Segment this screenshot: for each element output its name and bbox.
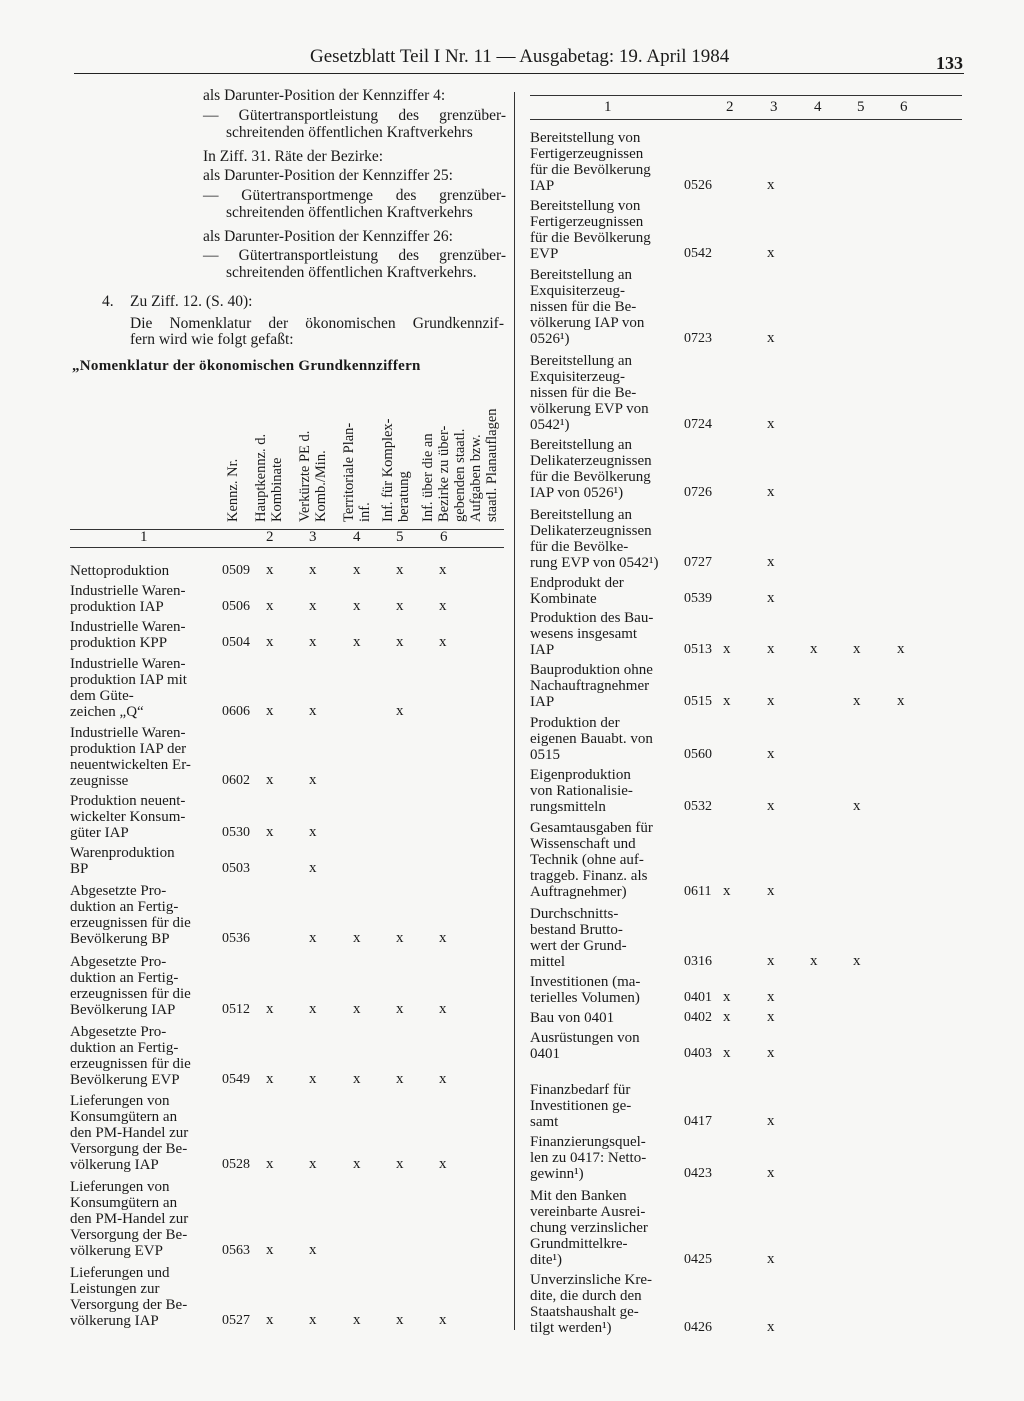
intro-line: als Darunter-Position der Kennziffer 4: [203,87,446,104]
row-mark: x [767,1165,775,1181]
row-mark: x [767,693,775,709]
row-mark: x [723,693,731,709]
row-code: 0401 [684,990,712,1005]
row-code: 0542 [684,246,712,261]
col-header-bez-b: Bezirke zu über- [436,425,452,522]
row-code: 0726 [684,485,712,500]
row-label: Lieferungen und Leistungen zur Versorgung der Be- völkerung IAP [70,1265,188,1329]
row-label: Abgesetzte Pro- duktion an Fertig- erzeugnissen für die Bevölkerung IAP [70,954,191,1018]
row-mark: x [439,1001,447,1017]
row-label: Lieferungen von Konsumgütern an den PM-Handel zur Versorgung der Be- völkerung IAP [70,1093,189,1173]
col-header-bez-c: gebenden staatl. [452,428,468,522]
row-label: Bau von 0401 [530,1010,615,1026]
row-mark: x [767,554,775,570]
row-code: 0528 [222,1157,250,1172]
row-code: 0527 [222,1313,250,1328]
col-header-bez-a: Inf. über die an [420,433,436,522]
row-code: 0563 [222,1243,250,1258]
row-mark: x [767,1251,775,1267]
row-mark: x [723,1045,731,1061]
row-mark: x [309,1242,317,1258]
row-code: 0426 [684,1320,712,1335]
row-label: Industrielle Waren- produktion IAP mit dem Güte- zeichen „Q“ [70,656,187,720]
row-mark: x [309,1071,317,1087]
row-mark: x [266,1071,274,1087]
row-mark: x [309,772,317,788]
row-mark: x [767,330,775,346]
running-header: Gesetzblatt Teil I Nr. 11 — Ausgabetag: 19. April 1984 [310,46,730,67]
row-mark: x [767,1009,775,1025]
col-number: 3 [309,529,317,545]
row-mark: x [439,634,447,650]
col-number: 2 [266,529,274,545]
intro-line: In Ziff. 31. Räte der Bezirke: [203,148,384,165]
row-code: 0606 [222,704,250,719]
row-mark: x [309,824,317,840]
intro-line: als Darunter-Position der Kennziffer 25: [203,167,453,184]
row-mark: x [439,598,447,614]
row-mark: x [723,1009,731,1025]
row-label: Bereitstellung von Fertigerzeugnissen für die Bevölkerung EVP [530,198,651,262]
intro-line: schreitenden öffentlichen Kraftverkehrs [226,124,473,141]
intro-line: — Gütertransportmenge des grenzüber- [203,187,506,204]
row-label: Eigenproduktion von Rationalisie- rungsmitteln [530,767,633,815]
row-mark: x [353,930,361,946]
row-mark: x [266,1156,274,1172]
row-mark: x [266,824,274,840]
row-code: 0512 [222,1002,250,1017]
row-mark: x [266,772,274,788]
row-mark: x [309,930,317,946]
col-number: 6 [900,99,908,115]
row-code: 0402 [684,1010,712,1025]
row-mark: x [266,703,274,719]
row-code: 0513 [684,642,712,657]
row-mark: x [853,693,861,709]
row-mark: x [723,989,731,1005]
row-mark: x [767,883,775,899]
row-mark: x [767,1045,775,1061]
row-label: Industrielle Waren- produktion IAP [70,583,186,615]
row-mark: x [767,484,775,500]
col-number: 2 [726,99,734,115]
row-code: 0602 [222,773,250,788]
col-header-terr-a: Territoriale Plan- [341,422,357,522]
row-code: 0724 [684,417,712,432]
table-rule [530,95,962,96]
row-mark: x [396,1312,404,1328]
row-mark: x [767,590,775,606]
row-label: Bereitstellung an Delikaterzeugnissen für die Bevölke- rung EVP von 0542¹) [530,507,659,571]
row-mark: x [396,703,404,719]
col-header-verk-b: Komb./Min. [313,450,329,522]
row-code: 0539 [684,591,712,606]
table-title: „Nomenklatur der ökonomischen Grundkennziffern [72,358,421,374]
row-mark: x [897,641,905,657]
item-heading: Zu Ziff. 12. (S. 40): [130,293,253,310]
row-label: Mit den Banken vereinbarte Ausrei- chung verzinslicher Grundmittelkre- dite¹) [530,1188,648,1268]
row-mark: x [353,1312,361,1328]
row-label: Bereitstellung an Exquisiterzeug- nissen für die Be- völkerung EVP von 0542¹) [530,353,649,433]
row-label: Lieferungen von Konsumgütern an den PM-Handel zur Versorgung der Be- völkerung EVP [70,1179,189,1259]
row-label: Investitionen (ma- terielles Volumen) [530,974,641,1006]
row-code: 0526 [684,178,712,193]
row-mark: x [897,693,905,709]
row-code: 0316 [684,954,712,969]
table-rule [530,119,962,120]
row-code: 0723 [684,331,712,346]
row-mark: x [396,598,404,614]
row-label: Industrielle Waren- produktion IAP der neuentwickelten Er- zeugnisse [70,725,191,789]
row-mark: x [266,562,274,578]
row-code: 0727 [684,555,712,570]
row-mark: x [266,1242,274,1258]
row-mark: x [353,598,361,614]
row-mark: x [767,177,775,193]
row-code: 0536 [222,931,250,946]
row-code: 0549 [222,1072,250,1087]
row-code: 0515 [684,694,712,709]
row-mark: x [723,641,731,657]
row-mark: x [353,1071,361,1087]
row-code: 0425 [684,1252,712,1267]
row-mark: x [767,416,775,432]
row-mark: x [810,953,818,969]
col-header-haupt-a: Hauptkennz. d. [253,433,269,522]
row-mark: x [439,930,447,946]
row-mark: x [353,1001,361,1017]
row-mark: x [439,1156,447,1172]
row-mark: x [767,953,775,969]
table-rule [70,529,504,530]
page-number: 133 [936,53,963,73]
col-header-inf-a: Inf. für Komplex- [380,418,396,522]
row-mark: x [853,953,861,969]
row-code: 0530 [222,825,250,840]
row-mark: x [396,1071,404,1087]
row-label: Endprodukt der Kombinate [530,575,624,607]
intro-line: Die Nomenklatur der ökonomischen Grundkennzif- [130,315,504,332]
row-mark: x [767,798,775,814]
row-label: Unverzinsliche Kre- dite, die durch den Staatshaushalt ge- tilgt werden¹) [530,1272,653,1336]
row-label: Ausrüstungen von 0401 [530,1030,640,1062]
row-mark: x [353,1156,361,1172]
row-mark: x [309,1312,317,1328]
row-mark: x [353,562,361,578]
col-header-inf-b: beratung [396,471,412,522]
intro-line: schreitenden öffentlichen Kraftverkehrs. [226,264,477,281]
row-code: 0506 [222,599,250,614]
row-label: Finanzbedarf für Investitionen ge- samt [530,1082,632,1130]
col-number: 4 [814,99,822,115]
col-header-kennz: Kennz. Nr. [225,458,241,522]
intro-line: — Gütertransportleistung des grenzüber- [203,247,506,264]
row-label: Bereitstellung an Delikaterzeugnissen für die Bevölkerung IAP von 0526¹) [530,437,652,501]
row-mark: x [439,1071,447,1087]
row-label: Nettoproduktion [70,563,170,579]
row-code: 0503 [222,861,250,876]
col-number: 5 [396,529,404,545]
row-code: 0417 [684,1114,712,1129]
col-header-bez-e: staatl. Planauflagen [484,408,500,522]
row-mark: x [309,598,317,614]
row-mark: x [767,989,775,1005]
row-mark: x [767,1113,775,1129]
row-code: 0403 [684,1046,712,1061]
row-mark: x [353,634,361,650]
col-number: 6 [440,529,448,545]
col-number: 4 [353,529,361,545]
col-header-verk-a: Verkürzte PE d. [297,430,313,522]
header-rule [74,73,964,74]
col-header-bez-d: Aufgaben bzw. [468,434,484,522]
row-mark: x [266,634,274,650]
row-mark: x [767,746,775,762]
row-label: Finanzierungsquel- len zu 0417: Netto- gewinn¹) [530,1134,647,1182]
row-mark: x [309,1156,317,1172]
row-mark: x [767,641,775,657]
row-mark: x [767,245,775,261]
row-mark: x [396,562,404,578]
row-code: 0504 [222,635,250,650]
row-code: 0509 [222,563,250,578]
row-label: Abgesetzte Pro- duktion an Fertig- erzeugnissen für die Bevölkerung EVP [70,1024,191,1088]
row-label: Bereitstellung an Exquisiterzeug- nissen für die Be- völkerung IAP von 0526¹) [530,267,645,347]
intro-line: — Gütertransportleistung des grenzüber- [203,107,506,124]
col-number: 5 [857,99,865,115]
col-number: 3 [770,99,778,115]
row-label: Produktion des Bau- wesens insgesamt IAP [530,610,654,658]
row-mark: x [767,1319,775,1335]
col-number: 1 [140,529,148,545]
row-mark: x [309,562,317,578]
row-mark: x [309,1001,317,1017]
row-mark: x [266,598,274,614]
intro-line: fern wird wie folgt gefaßt: [130,331,294,348]
column-divider [514,92,515,1330]
row-mark: x [266,1001,274,1017]
row-label: Gesamtausgaben für Wissenschaft und Technik (ohne auf- traggeb. Finanz. als Auftragnehmer) [530,820,653,900]
col-number: 1 [604,99,612,115]
row-label: Bereitstellung von Fertigerzeugnissen für die Bevölkerung IAP [530,130,651,194]
row-label: Abgesetzte Pro- duktion an Fertig- erzeugnissen für die Bevölkerung BP [70,883,191,947]
row-mark: x [439,562,447,578]
row-mark: x [309,634,317,650]
row-mark: x [309,703,317,719]
col-header-terr-b: inf. [357,502,373,522]
row-code: 0423 [684,1166,712,1181]
row-label: Industrielle Waren- produktion KPP [70,619,186,651]
col-header-haupt-b: Kombinate [269,457,285,522]
row-mark: x [396,1156,404,1172]
row-mark: x [266,1312,274,1328]
row-mark: x [309,860,317,876]
intro-line: schreitenden öffentlichen Kraftverkehrs [226,204,473,221]
row-label: Produktion neuent- wickelter Konsum- güter IAP [70,793,186,841]
row-code: 0611 [684,884,712,899]
row-mark: x [853,641,861,657]
row-mark: x [396,930,404,946]
item-number: 4. [102,293,114,310]
row-mark: x [853,798,861,814]
row-mark: x [810,641,818,657]
row-code: 0532 [684,799,712,814]
row-mark: x [396,634,404,650]
row-mark: x [439,1312,447,1328]
row-mark: x [723,883,731,899]
intro-line: als Darunter-Position der Kennziffer 26: [203,228,453,245]
row-mark: x [396,1001,404,1017]
row-label: Warenproduktion BP [70,845,175,877]
row-label: Bauproduktion ohne Nachauftragnehmer IAP [530,662,653,710]
row-label: Produktion der eigenen Bauabt. von 0515 [530,715,653,763]
table-rule [70,547,504,548]
row-code: 0560 [684,747,712,762]
row-label: Durchschnitts- bestand Brutto- wert der Grund- mittel [530,906,627,970]
